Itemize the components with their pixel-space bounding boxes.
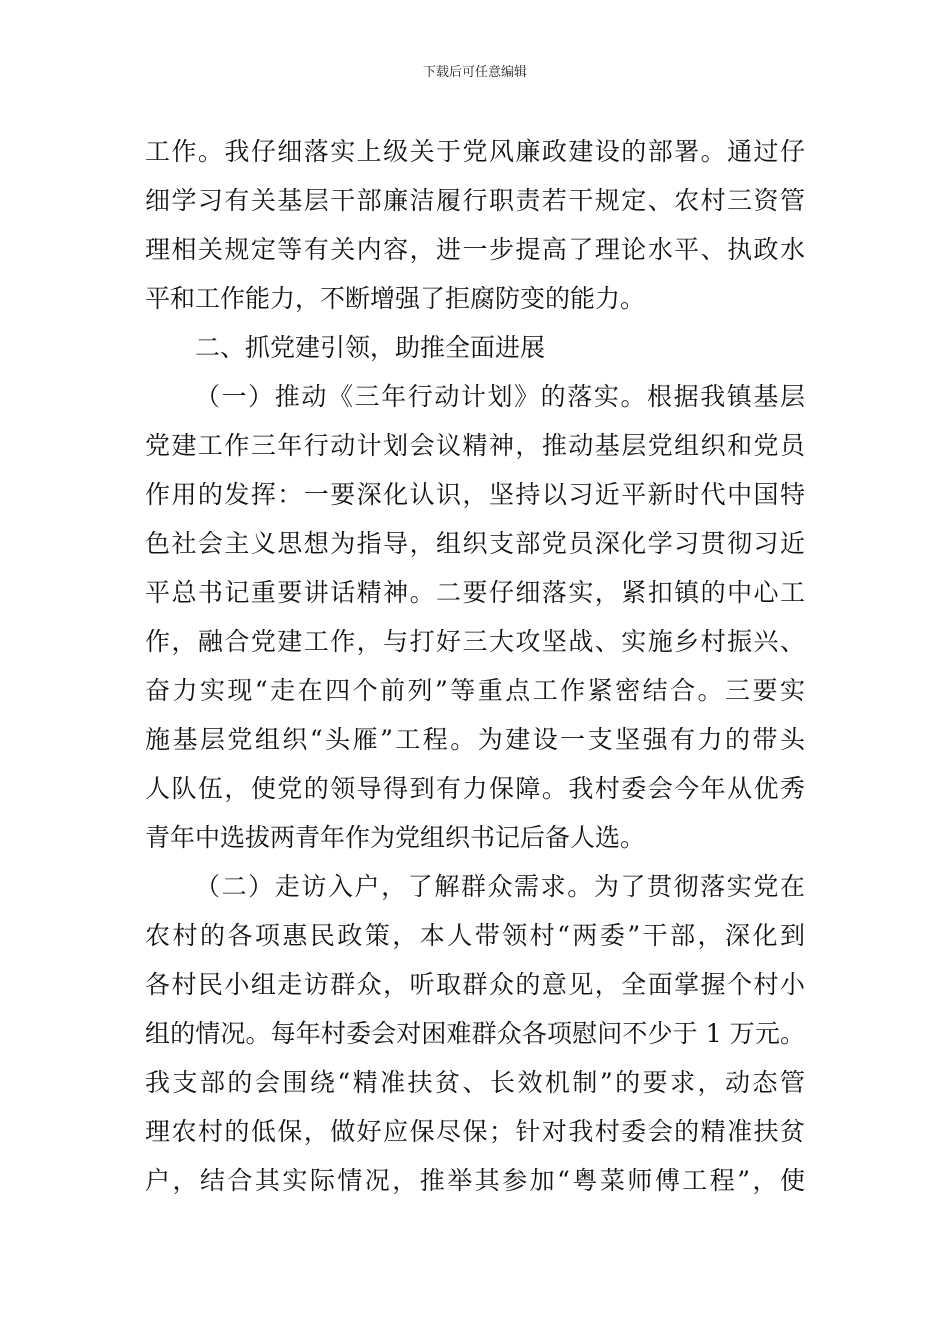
text-line: 奋力实现“走在四个前列”等重点工作紧密结合。三要实	[145, 676, 805, 705]
text-line: 平总书记重要讲话精神。二要仔细落实，紧扣镇的中心工	[145, 578, 805, 607]
document-body	[145, 127, 805, 1205]
page-header: 下载后可任意编辑	[422, 65, 527, 80]
section-heading: 二、抓党建引领，助推全面进展	[195, 333, 546, 362]
text-line: 青年中选拔两青年作为党组织书记后备人选。	[145, 823, 646, 852]
text-line: 细学习有关基层干部廉洁履行职责若干规定、农村三资管	[145, 186, 805, 215]
subsection-heading-line: （二）走访入户，了解群众需求。为了贯彻落实党在	[195, 872, 805, 901]
text-line: 色社会主义思想为指导，组织支部党员深化学习贯彻习近	[145, 529, 805, 558]
text-line: 农村的各项惠民政策，本人带领村“两委”干部，深化到	[145, 921, 805, 950]
text-line: 作用的发挥：一要深化认识，坚持以习近平新时代中国特	[145, 480, 805, 509]
text-line: 施基层党组织“头雁”工程。为建设一支坚强有力的带头	[145, 725, 805, 754]
text-line: 作，融合党建工作，与打好三大攻坚战、实施乡村振兴、	[145, 627, 805, 656]
text-line: 我支部的会围绕“精准扶贫、长效机制”的要求，动态管	[145, 1068, 805, 1097]
text-line: 理相关规定等有关内容，进一步提高了理论水平、执政水	[145, 235, 805, 264]
text-line: 户，结合其实际情况，推举其参加“粤菜师傅工程”，使	[145, 1166, 805, 1195]
text-line: 理农村的低保，做好应保尽保；针对我村委会的精准扶贫	[145, 1117, 805, 1146]
text-line: 工作。我仔细落实上级关于党风廉政建设的部署。通过仔	[145, 137, 805, 166]
text-line: 各村民小组走访群众，听取群众的意见，全面掌握个村小	[145, 970, 805, 999]
text-line: 组的情况。每年村委会对困难群众各项慰问不少于 1 万元。	[145, 1019, 805, 1048]
text-line: 人队伍，使党的领导得到有力保障。我村委会今年从优秀	[145, 774, 805, 803]
text-line: 党建工作三年行动计划会议精神，推动基层党组织和党员	[145, 431, 805, 460]
subsection-heading-line: （一）推动《三年行动计划》的落实。根据我镇基层	[195, 382, 805, 411]
text-line: 平和工作能力，不断增强了拒腐防变的能力。	[145, 284, 646, 313]
